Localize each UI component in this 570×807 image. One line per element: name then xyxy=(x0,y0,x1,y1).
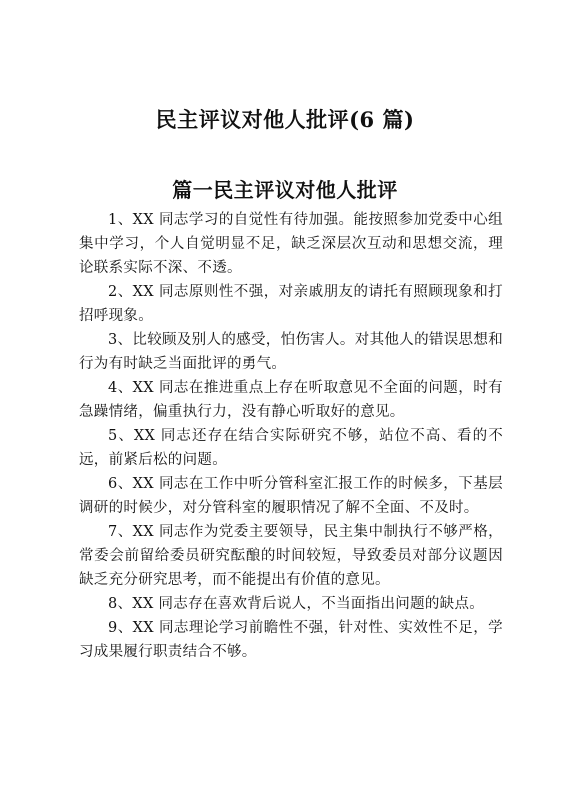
list-item: 3、比较顾及别人的感受，怕伤害人。对其他人的错误思想和行为有时缺乏当面批评的勇气。 xyxy=(79,332,503,372)
section-title: 篇一民主评议对他人批评 xyxy=(172,178,398,202)
list-item: 9、XX 同志理论学习前瞻性不强，针对性、实效性不足，学习成果履行职责结合不够。 xyxy=(79,620,503,660)
list-item: 2、XX 同志原则性不强，对亲戚朋友的请托有照顾现象和打招呼现象。 xyxy=(79,284,503,324)
list-item: 7、XX 同志作为党委主要领导，民主集中制执行不够严格，常委会前留给委员研究酝酿的时间较短，导致委员对部分议题因缺乏充分研究思考，而不能提出有价值的意见。 xyxy=(79,524,503,588)
list-item: 4、XX 同志在推进重点上存在听取意见不全面的问题，时有急躁情绪，偏重执行力，没有静心听取好的意见。 xyxy=(79,380,503,420)
document-title: 民主评议对他人批评(6 篇) xyxy=(155,107,415,132)
criticism-list xyxy=(79,208,503,664)
list-item: 1、XX 同志学习的自觉性有待加强。能按照参加党委中心组集中学习，个人自觉明显不足，缺乏深层次互动和思想交流，理论联系实际不深、不透。 xyxy=(79,212,503,276)
list-item: 5、XX 同志还存在结合实际研究不够，站位不高、看的不远，前紧后松的问题。 xyxy=(79,428,503,468)
list-item: 8、XX 同志存在喜欢背后说人，不当面指出问题的缺点。 xyxy=(108,596,485,612)
list-item: 6、XX 同志在工作中听分管科室汇报工作的时候多，下基层调研的时候少，对分管科室的履职情况了解不全面、不及时。 xyxy=(79,476,503,516)
